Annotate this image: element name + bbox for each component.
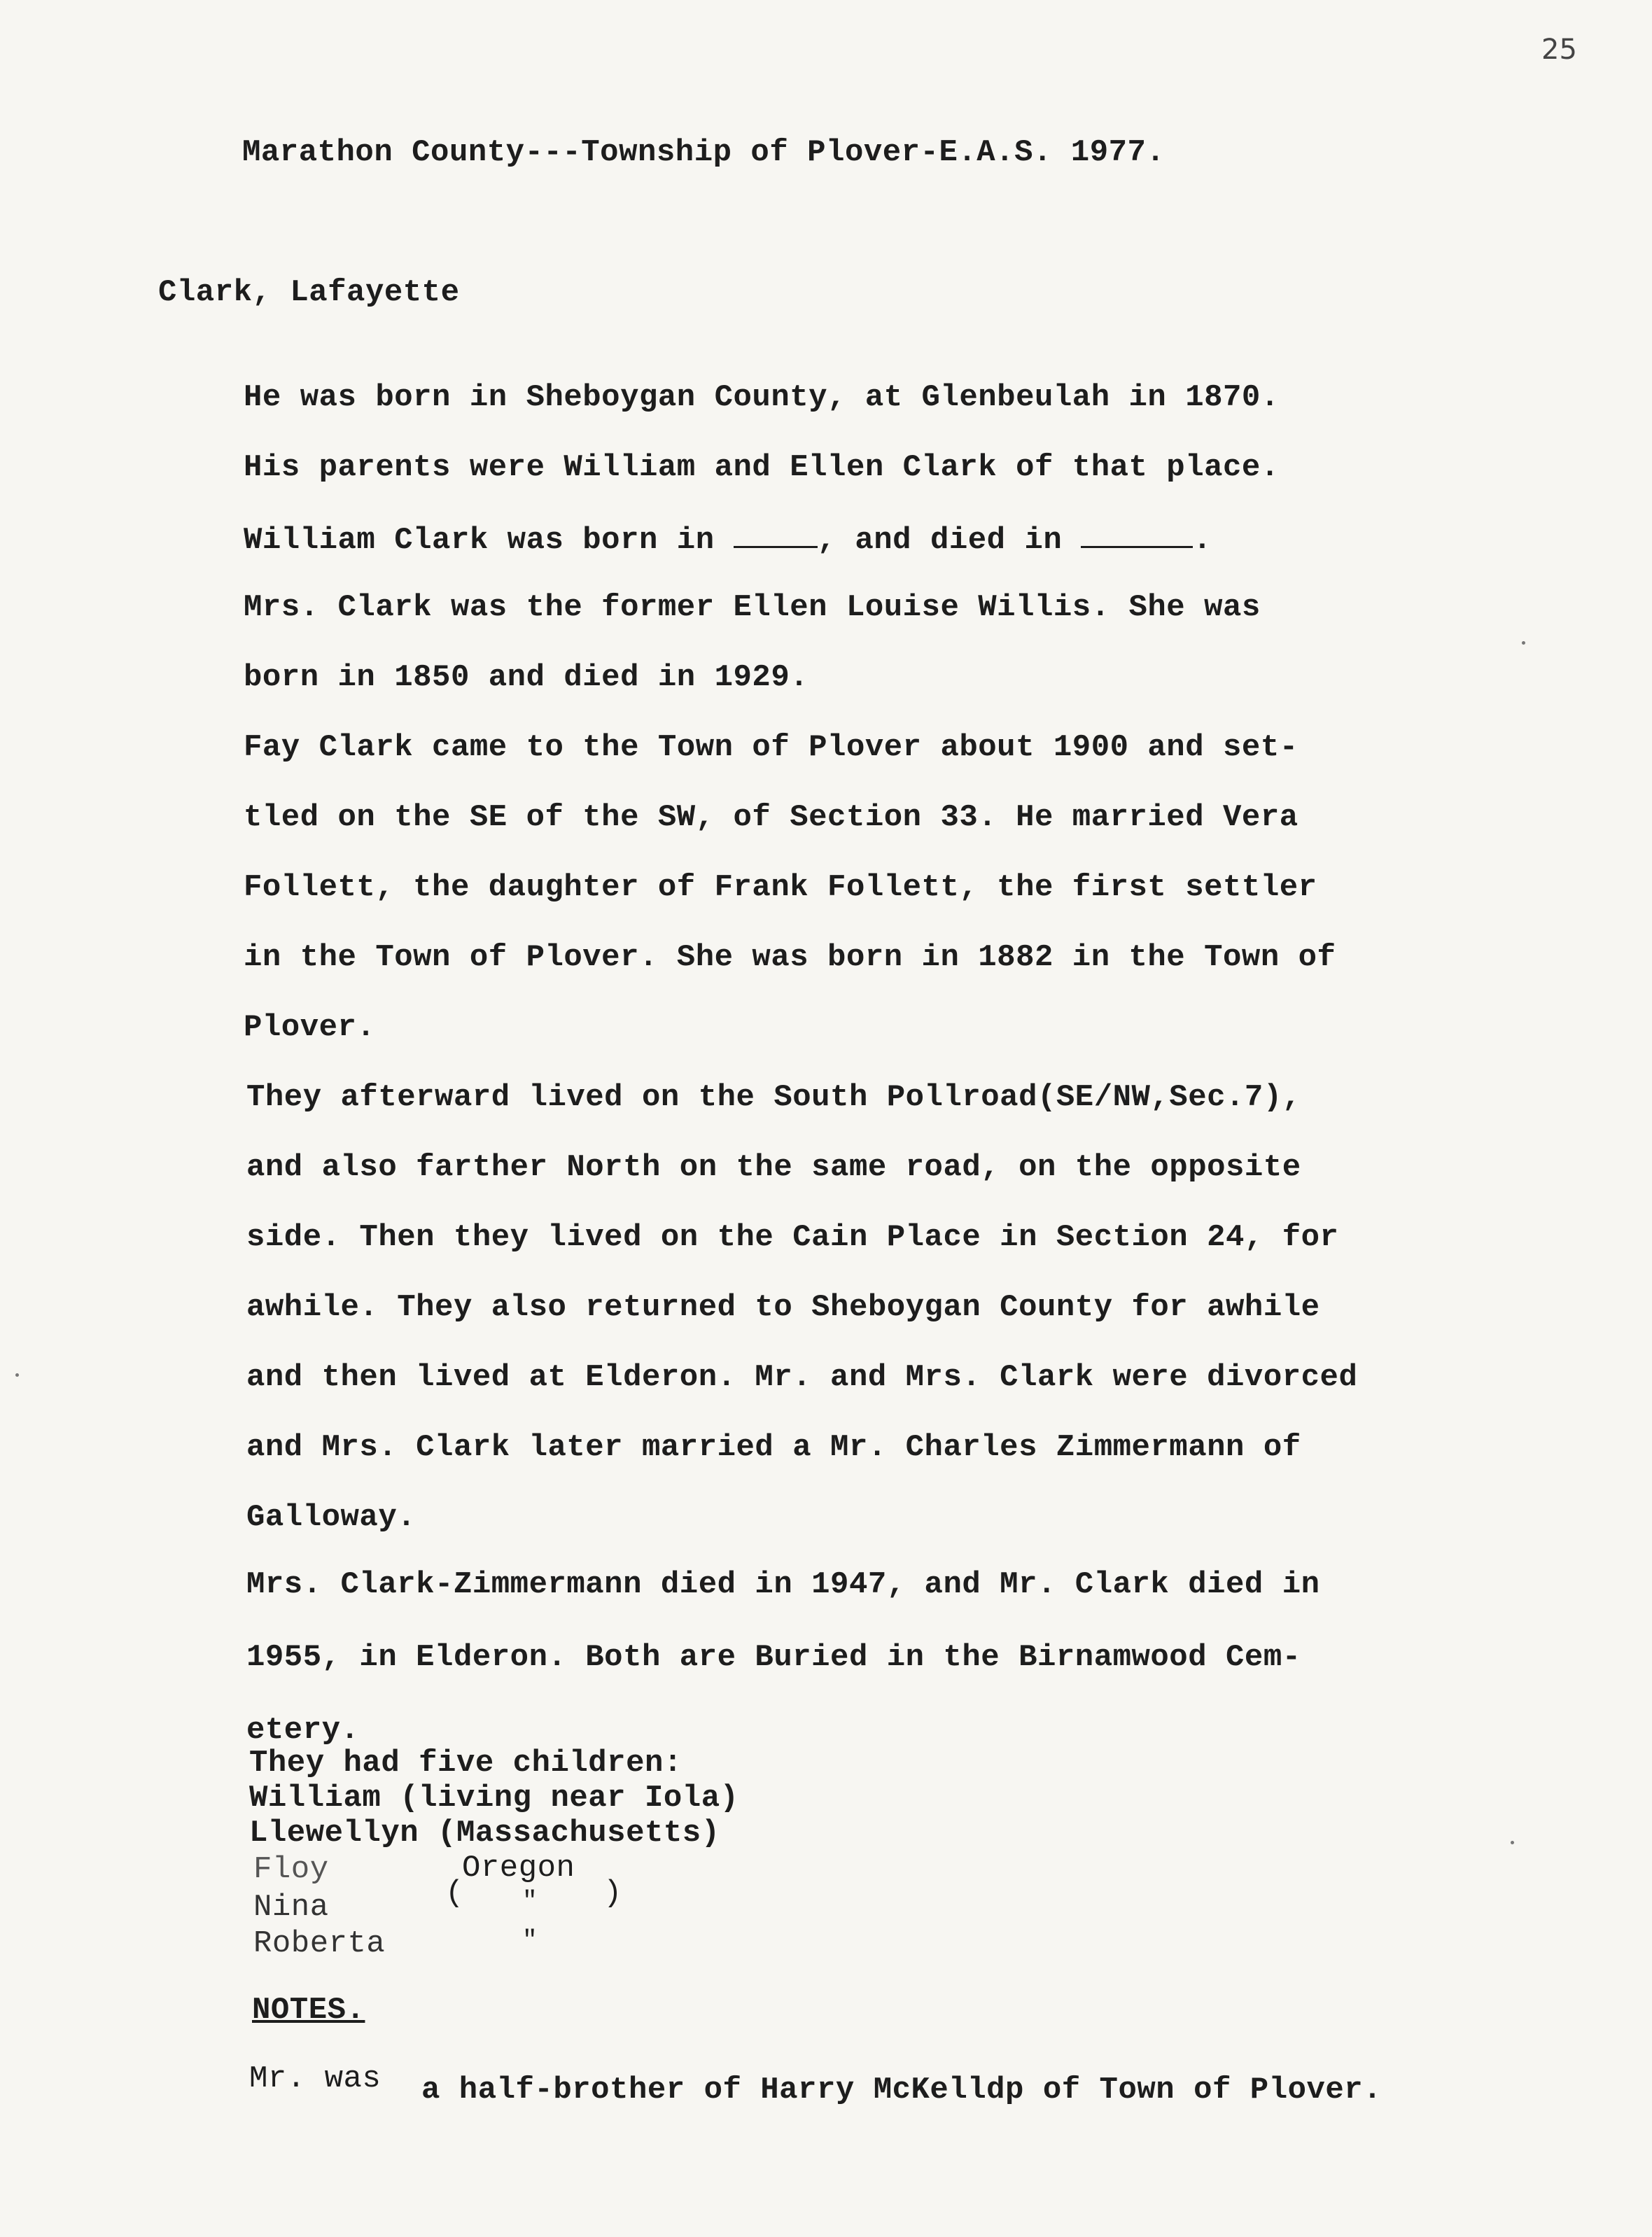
ditto-mark: " [522,1887,538,1916]
text-line: They afterward lived on the South Pollroad(SE/NW,Sec.7), [246,1080,1301,1115]
ditto-mark: " [522,1926,538,1955]
text-line: Galloway. [246,1500,416,1535]
text-line: His parents were William and Ellen Clark of that place. [244,450,1280,485]
location-oregon: Oregon [462,1851,575,1886]
child-item: William (living near Iola) [249,1781,739,1816]
text-line: in the Town of Plover. She was born in 1882 in the Town of [244,940,1336,975]
child-item: Llewellyn (Massachusetts) [249,1816,720,1851]
blank-field [734,518,818,548]
page-number: 25 [1541,34,1577,66]
child-item: Roberta [253,1926,386,1961]
paren-close: ) [603,1876,622,1911]
speck [15,1373,19,1377]
child-item: Floy [253,1852,329,1887]
document-header: Marathon County---Township of Plover-E.A.S. 1977. [242,135,1166,170]
children-intro: They had five children: [249,1746,682,1781]
speck [1522,641,1525,645]
text-line: side. Then they lived on the Cain Place in Section 24, for [246,1220,1339,1255]
notes-text: a half-brother of Harry McKelldp of Town of Plover. [421,2073,1382,2108]
text-line: Follett, the daughter of Frank Follett, the first settler [244,870,1317,905]
text-line: Mrs. Clark was the former Ellen Louise Willis. She was [244,590,1261,625]
text-line: awhile. They also returned to Sheboygan County for awhile [246,1290,1320,1325]
entry-name: Clark, Lafayette [158,275,460,310]
text-line: Mrs. Clark-Zimmermann died in 1947, and Mr. Clark died in [246,1567,1320,1602]
text-line: Fay Clark came to the Town of Plover about 1900 and set- [244,730,1298,765]
notes-heading: NOTES. [252,1993,365,2028]
text-line: Plover. [244,1010,376,1045]
paren-open: ( [445,1876,464,1911]
text-line: 1955, in Elderon. Both are Buried in the Birnamwood Cem- [246,1640,1301,1675]
text-line-with-blanks: William Clark was born in , and died in . [244,518,1212,560]
text-line: etery. [246,1713,360,1748]
child-item: Nina [253,1890,329,1925]
text-line: born in 1850 and died in 1929. [244,660,809,695]
blank-field [1081,518,1193,548]
notes-text-start: Mr. was [249,2061,382,2096]
speck [1511,1841,1514,1844]
text-line: He was born in Sheboygan County, at Glenbeulah in 1870. [244,380,1280,415]
text-line: and also farther North on the same road, on the opposite [246,1150,1301,1185]
text-line: and then lived at Elderon. Mr. and Mrs. Clark were divorced [246,1360,1358,1395]
text-line: tled on the SE of the SW, of Section 33. He married Vera [244,800,1298,835]
text-line: and Mrs. Clark later married a Mr. Charles Zimmermann of [246,1430,1301,1465]
